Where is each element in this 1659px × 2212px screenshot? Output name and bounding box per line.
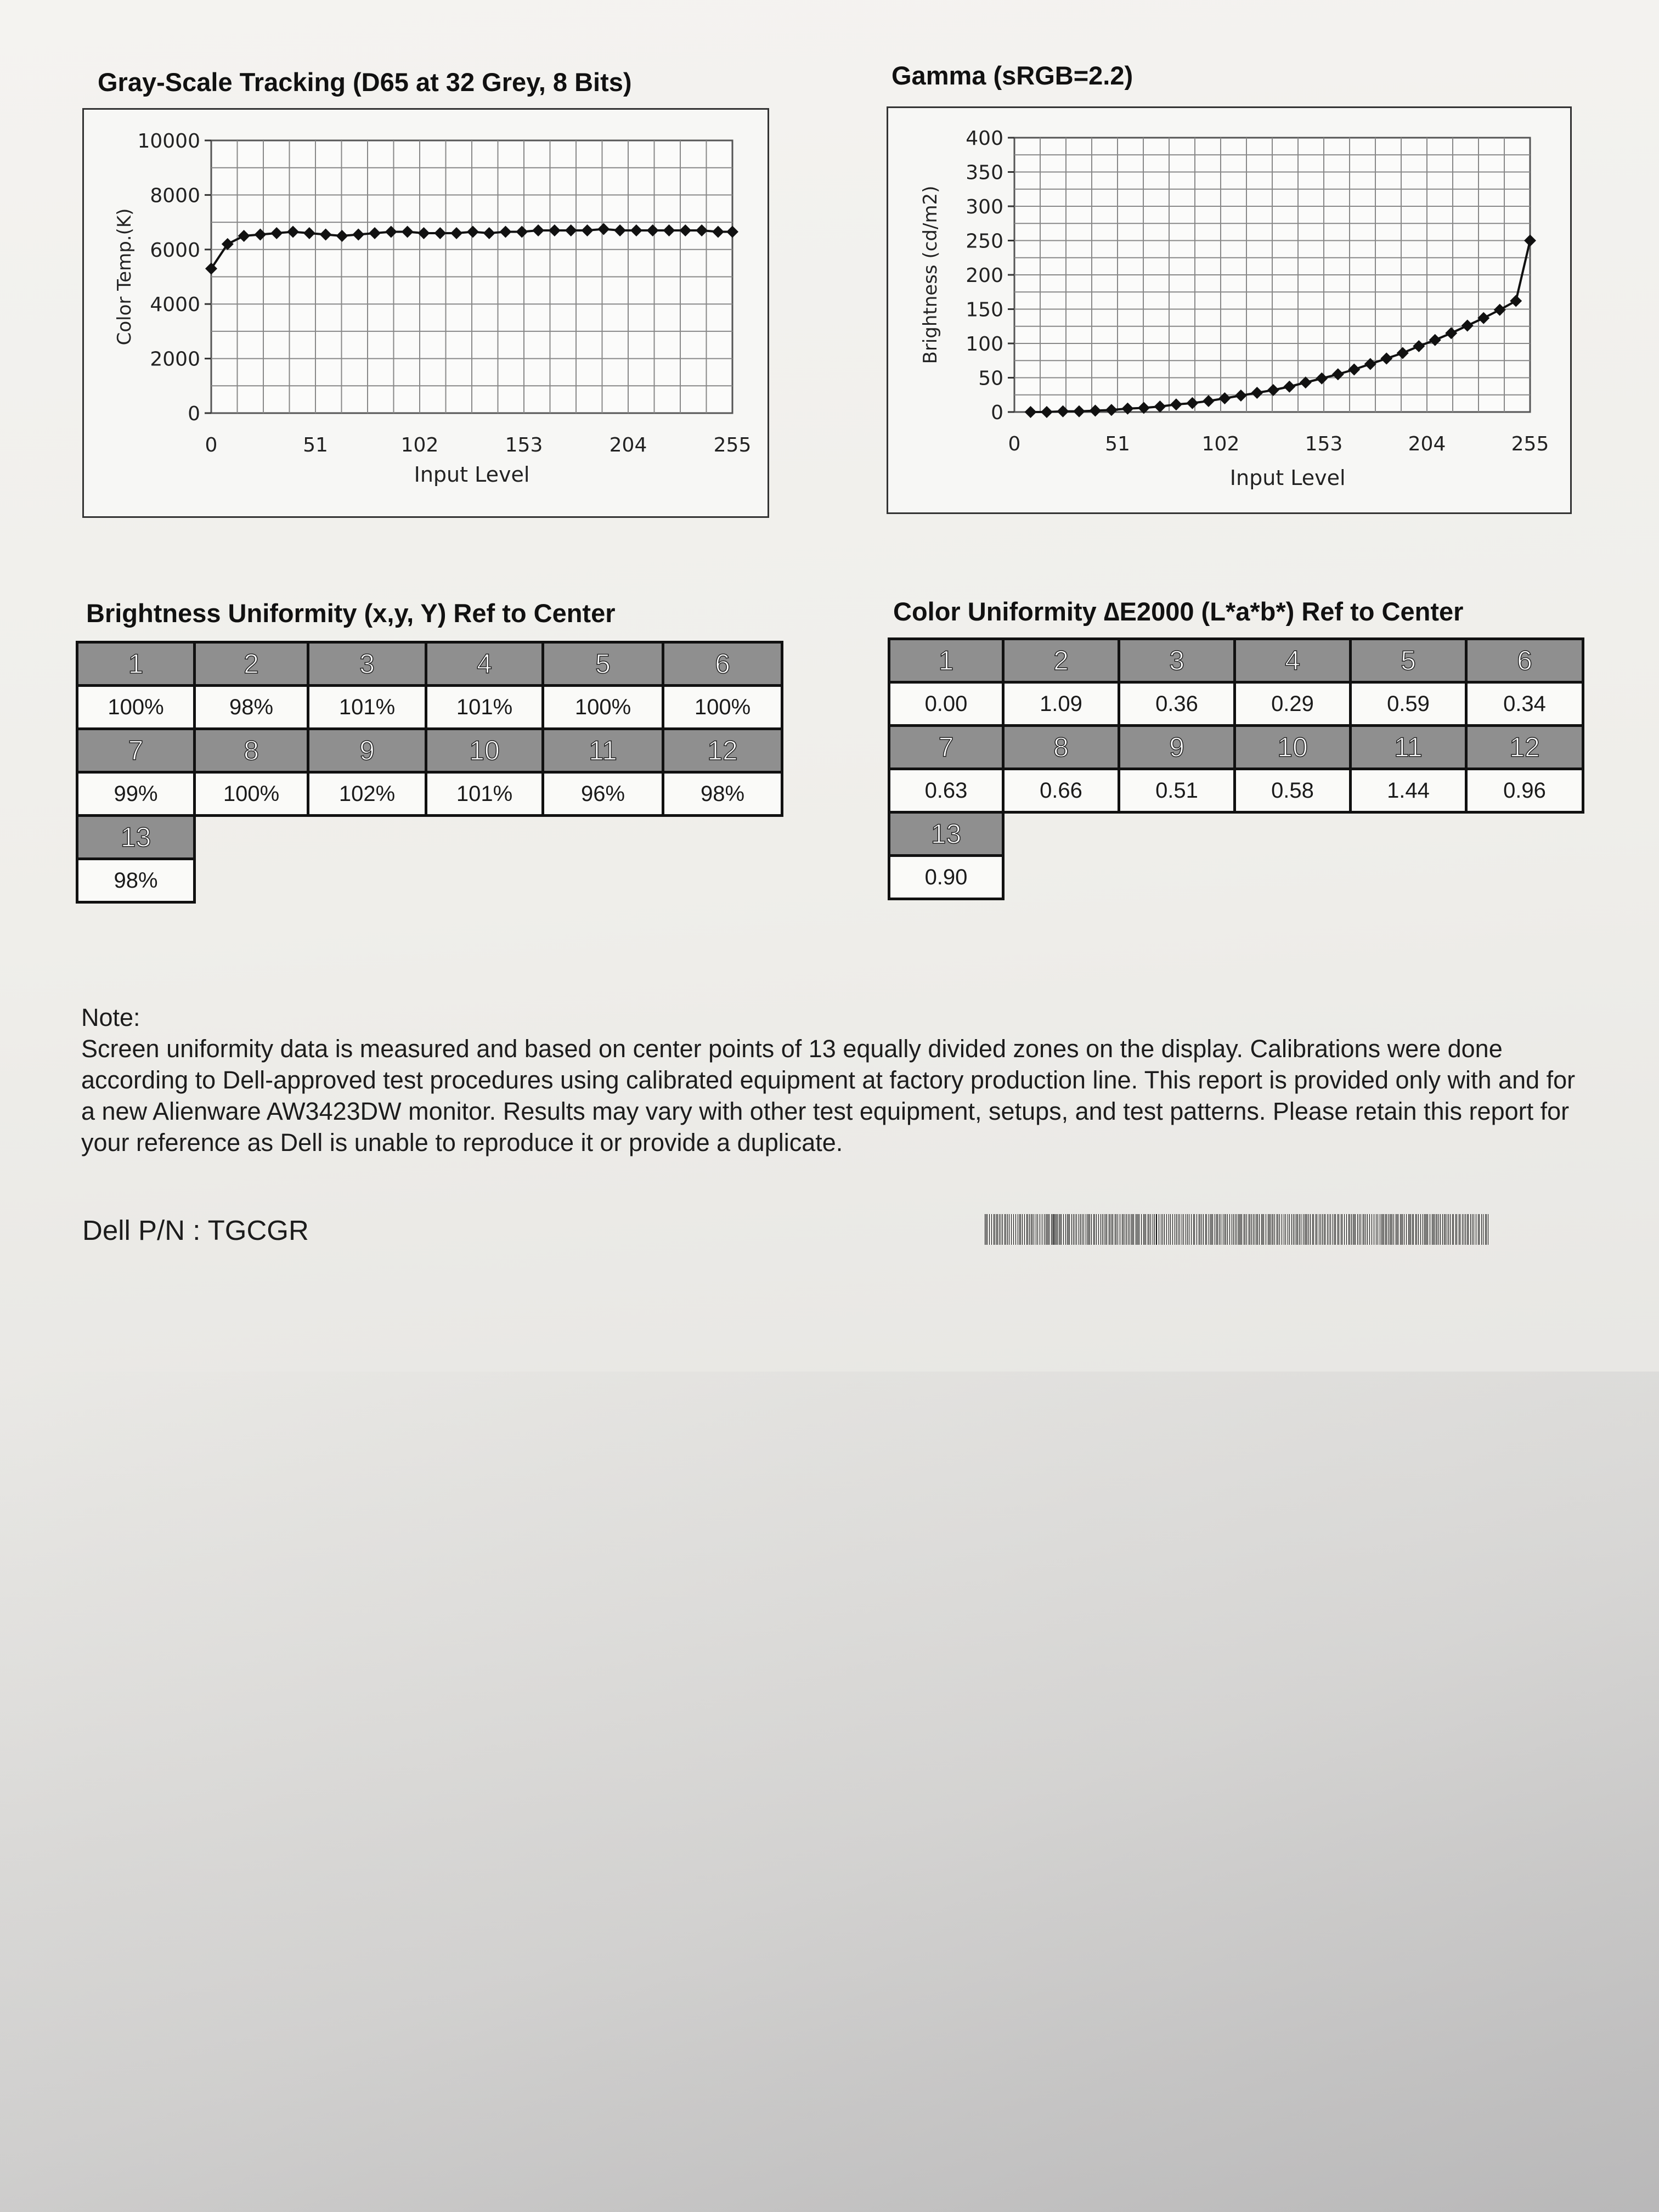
barcode-bar (1412, 1214, 1413, 1245)
barcode-bar (1020, 1214, 1021, 1245)
barcode-bar (1355, 1214, 1356, 1245)
barcode-bar (1485, 1214, 1486, 1245)
barcode-bar (1467, 1214, 1468, 1245)
barcode-bar (1191, 1214, 1192, 1245)
barcode-bar (1013, 1214, 1014, 1245)
barcode-bar (1448, 1214, 1449, 1245)
barcode-bar (1229, 1214, 1230, 1245)
barcode-bar (1425, 1214, 1426, 1245)
barcode-bar (1071, 1214, 1072, 1245)
barcode-bar (1289, 1214, 1290, 1245)
zone-label: 11 (1351, 726, 1466, 769)
barcode-bar (1291, 1214, 1292, 1245)
y-tick-label: 10000 (137, 130, 200, 153)
barcode-bar (1170, 1214, 1171, 1245)
barcode-bar (1402, 1214, 1403, 1245)
delta-e-value: 0.96 (1466, 769, 1583, 812)
barcode-bar (1388, 1214, 1389, 1245)
barcode-bar (1313, 1214, 1314, 1245)
barcode-bar (1486, 1214, 1487, 1245)
barcode-bar (1433, 1214, 1434, 1245)
barcode-bar (1019, 1214, 1020, 1245)
y-axis-title: Brightness (cd/m2) (919, 185, 941, 364)
barcode-bar (1056, 1214, 1057, 1245)
barcode-bar (1194, 1214, 1195, 1245)
barcode-bar (1334, 1214, 1335, 1245)
barcode-bar (1233, 1214, 1234, 1245)
barcode-bar (1455, 1214, 1456, 1245)
barcode-bar (1426, 1214, 1427, 1245)
barcode-icon (985, 1214, 1489, 1245)
zone-label: 7 (77, 729, 195, 772)
barcode-bar (1061, 1214, 1062, 1245)
barcode-bar (1238, 1214, 1239, 1245)
barcode-bar (1166, 1214, 1167, 1245)
barcode-bar (1465, 1214, 1466, 1245)
zone-label: 12 (663, 729, 782, 772)
barcode-bar (1296, 1214, 1297, 1245)
barcode-bar (1057, 1214, 1058, 1245)
barcode-bar (1303, 1214, 1304, 1245)
delta-e-value: 1.09 (1003, 682, 1119, 726)
barcode-bar (989, 1214, 990, 1245)
barcode-bar (1263, 1214, 1264, 1245)
barcode-bar (1087, 1214, 1088, 1245)
barcode-bar (1312, 1214, 1313, 1245)
barcode-bar (1007, 1214, 1008, 1245)
y-tick-label: 6000 (150, 239, 200, 262)
barcode-bar (1285, 1214, 1286, 1245)
y-tick-label: 4000 (150, 294, 200, 317)
delta-e-value: 1.44 (1351, 769, 1466, 812)
barcode-bar (1224, 1214, 1225, 1245)
barcode-bar (1413, 1214, 1414, 1245)
zone-label: 3 (1119, 639, 1235, 682)
brightness-value: 98% (195, 686, 308, 729)
barcode-bar (1427, 1214, 1428, 1245)
barcode-bar (1445, 1214, 1446, 1245)
barcode-bar (1481, 1214, 1482, 1245)
barcode-bar (1279, 1214, 1280, 1245)
barcode-bar (1335, 1214, 1336, 1245)
zone-label: 1 (889, 639, 1003, 682)
barcode-bar (1253, 1214, 1254, 1245)
x-tick-label: 255 (1511, 433, 1549, 455)
barcode-bar (1067, 1214, 1068, 1245)
delta-e-value: 0.59 (1351, 682, 1466, 726)
barcode-bar (1418, 1214, 1419, 1245)
barcode-bar (1256, 1214, 1257, 1245)
y-tick-label: 200 (966, 264, 1003, 287)
barcode-bar (1211, 1214, 1212, 1245)
barcode-bar (1164, 1214, 1165, 1245)
barcode-bar (1381, 1214, 1382, 1245)
barcode-bar (1259, 1214, 1260, 1245)
brightness-value: 101% (426, 686, 543, 729)
barcode-bar (1257, 1214, 1258, 1245)
barcode-bar (1401, 1214, 1402, 1245)
barcode-bar (1219, 1214, 1220, 1245)
y-tick-label: 0 (991, 402, 1003, 424)
barcode-bar (1144, 1214, 1145, 1245)
barcode-bar (1131, 1214, 1132, 1245)
barcode-bar (1210, 1214, 1211, 1245)
brightness-value: 100% (77, 686, 195, 729)
barcode-bar (1176, 1214, 1177, 1245)
zone-label: 9 (1119, 726, 1235, 769)
barcode-bar (1073, 1214, 1074, 1245)
y-tick-label: 350 (966, 161, 1003, 184)
zone-label: 6 (663, 642, 782, 686)
barcode-bar (1002, 1214, 1003, 1245)
barcode-bar (1011, 1214, 1012, 1245)
y-tick-label: 2000 (150, 348, 200, 371)
barcode-bar (1098, 1214, 1099, 1245)
barcode-bar (1022, 1214, 1023, 1245)
barcode-bar (1094, 1214, 1095, 1245)
y-tick-label: 150 (966, 298, 1003, 321)
brightness-value: 100% (195, 772, 308, 816)
barcode-bar (1029, 1214, 1030, 1245)
barcode-bar (1132, 1214, 1133, 1245)
barcode-bar (1351, 1214, 1352, 1245)
brightness-value: 101% (426, 772, 543, 816)
x-tick-label: 204 (1408, 433, 1446, 455)
barcode-bar (1143, 1214, 1144, 1245)
barcode-bar (1096, 1214, 1097, 1245)
barcode-bar (1385, 1214, 1386, 1245)
barcode-bar (1354, 1214, 1355, 1245)
delta-e-value: 0.90 (889, 856, 1003, 899)
delta-e-value: 0.58 (1235, 769, 1351, 812)
barcode-bar (1105, 1214, 1106, 1245)
barcode-bar (1227, 1214, 1228, 1245)
barcode-bar (1462, 1214, 1463, 1245)
barcode-bar (1091, 1214, 1092, 1245)
barcode-bar (1172, 1214, 1173, 1245)
barcode-bar (1183, 1214, 1184, 1245)
brightness-value: 99% (77, 772, 195, 816)
barcode-bar (1308, 1214, 1309, 1245)
color-value-row-1 (889, 682, 1583, 726)
barcode-bar (1123, 1214, 1124, 1245)
barcode-bar (1069, 1214, 1070, 1245)
barcode-bar (1327, 1214, 1328, 1245)
barcode-bar (1434, 1214, 1435, 1245)
x-tick-label: 0 (205, 434, 218, 456)
brightness-uniformity-table (76, 641, 783, 904)
x-tick-label: 204 (609, 434, 647, 456)
zone-label: 9 (308, 729, 426, 772)
x-tick-label: 0 (1008, 433, 1021, 455)
gray-scale-title: Gray-Scale Tracking (D65 at 32 Grey, 8 Bits) (98, 67, 632, 97)
zone-label: 8 (1003, 726, 1119, 769)
barcode-bar (1438, 1214, 1439, 1245)
delta-e-value: 0.66 (1003, 769, 1119, 812)
barcode-bar (1093, 1214, 1094, 1245)
delta-e-value: 0.36 (1119, 682, 1235, 726)
barcode-bar (1240, 1214, 1241, 1245)
barcode-bar (1051, 1214, 1052, 1245)
x-tick-label: 153 (505, 434, 543, 456)
zone-label: 5 (1351, 639, 1466, 682)
barcode-bar (1348, 1214, 1349, 1245)
barcode-bar (1150, 1214, 1151, 1245)
barcode-bar (1026, 1214, 1027, 1245)
barcode-bar (997, 1214, 998, 1245)
zone-label: 2 (195, 642, 308, 686)
barcode-bar (1299, 1214, 1300, 1245)
barcode-bar (1357, 1214, 1358, 1245)
barcode-bar (1415, 1214, 1416, 1245)
barcode-bar (1400, 1214, 1401, 1245)
barcode-bar (1044, 1214, 1045, 1245)
barcode-bar (1406, 1214, 1407, 1245)
color-uniformity-title: Color Uniformity ∆E2000 (L*a*b*) Ref to Center (893, 597, 1464, 626)
barcode-bar (1450, 1214, 1451, 1245)
barcode-bar (1156, 1214, 1157, 1245)
x-tick-label: 51 (1105, 433, 1130, 455)
barcode-bar (991, 1214, 992, 1245)
delta-e-value: 0.00 (889, 682, 1003, 726)
zone-label: 10 (426, 729, 543, 772)
barcode-bar (1015, 1214, 1016, 1245)
barcode-bar (1274, 1214, 1275, 1245)
zone-label: 1 (77, 642, 195, 686)
brightness-value: 96% (543, 772, 663, 816)
y-tick-label: 100 (966, 333, 1003, 356)
zone-label: 12 (1466, 726, 1583, 769)
barcode-bar (1442, 1214, 1443, 1245)
x-axis-title: Input Level (414, 462, 530, 487)
barcode-bar (1246, 1214, 1247, 1245)
barcode-bar (1424, 1214, 1425, 1245)
zone-label: 4 (1235, 639, 1351, 682)
x-tick-label: 153 (1305, 433, 1343, 455)
zone-label: 10 (1235, 726, 1351, 769)
barcode-bar (1478, 1214, 1479, 1245)
barcode-bar (1133, 1214, 1134, 1245)
brightness-value: 102% (308, 772, 426, 816)
barcode-bar (1065, 1214, 1066, 1245)
paper-shadow (0, 1372, 1659, 2212)
barcode-bar (1216, 1214, 1217, 1245)
brightness-zone-row-2 (77, 729, 782, 772)
barcode-bar (1470, 1214, 1471, 1245)
gamma-chart-frame (887, 106, 1572, 514)
x-tick-label: 255 (713, 434, 752, 456)
barcode-bar (1322, 1214, 1323, 1245)
color-value-row-2 (889, 769, 1583, 812)
barcode-bar (1076, 1214, 1077, 1245)
zone-label: 2 (1003, 639, 1119, 682)
barcode-bar (1408, 1214, 1409, 1245)
barcode-bar (1102, 1214, 1103, 1245)
barcode-bar (1055, 1214, 1056, 1245)
color-zone-row-3 (889, 812, 1583, 856)
zone-label: 3 (308, 642, 426, 686)
delta-e-value: 0.29 (1235, 682, 1351, 726)
y-tick-label: 300 (966, 196, 1003, 218)
zone-label: 13 (77, 816, 195, 859)
barcode-bar (1193, 1214, 1194, 1245)
y-tick-label: 8000 (150, 184, 200, 207)
barcode-bar (1068, 1214, 1069, 1245)
y-tick-label: 250 (966, 230, 1003, 253)
barcode-bar (1393, 1214, 1394, 1245)
color-zone-row-1 (889, 639, 1583, 682)
barcode-bar (1024, 1214, 1025, 1245)
x-axis-title: Input Level (1229, 466, 1346, 490)
zone-label: 8 (195, 729, 308, 772)
brightness-value: 98% (663, 772, 782, 816)
barcode-bar (1141, 1214, 1142, 1245)
brightness-value: 100% (543, 686, 663, 729)
barcode-bar (1297, 1214, 1298, 1245)
brightness-uniformity-title: Brightness Uniformity (x,y, Y) Ref to Center (86, 599, 616, 628)
barcode-bar (1365, 1214, 1366, 1245)
barcode-bar (1452, 1214, 1453, 1245)
barcode-bar (1037, 1214, 1038, 1245)
barcode-bar (1205, 1214, 1206, 1245)
barcode-bar (1052, 1214, 1053, 1245)
zone-label: 7 (889, 726, 1003, 769)
barcode-bar (1206, 1214, 1207, 1245)
gamma-title: Gamma (sRGB=2.2) (891, 61, 1133, 90)
y-tick-label: 400 (966, 127, 1003, 150)
barcode-bar (1468, 1214, 1469, 1245)
barcode-bar (1053, 1214, 1054, 1245)
barcode-bar (1217, 1214, 1218, 1245)
delta-e-value: 0.63 (889, 769, 1003, 812)
y-axis-title: Color Temp.(K) (114, 208, 136, 346)
zone-label: 13 (889, 812, 1003, 856)
barcode-bar (1126, 1214, 1127, 1245)
brightness-value-row-3 (77, 859, 782, 902)
barcode-bar (1344, 1214, 1345, 1245)
barcode-bar (1453, 1214, 1454, 1245)
gray-scale-chart-frame (82, 108, 769, 518)
barcode-bar (1270, 1214, 1271, 1245)
gray-scale-chart (84, 110, 768, 516)
barcode-bar (1330, 1214, 1331, 1245)
barcode-bar (1063, 1214, 1064, 1245)
barcode-bar (1293, 1214, 1294, 1245)
delta-e-value: 0.51 (1119, 769, 1235, 812)
zone-label: 5 (543, 642, 663, 686)
barcode-bar (987, 1214, 988, 1245)
brightness-value: 100% (663, 686, 782, 729)
barcode-bar (1409, 1214, 1410, 1245)
barcode-bar (1369, 1214, 1370, 1245)
brightness-value-row-2 (77, 772, 782, 816)
color-uniformity-table (888, 637, 1584, 900)
barcode-bar (1261, 1214, 1262, 1245)
brightness-zone-row-3 (77, 816, 782, 859)
barcode-bar (1239, 1214, 1240, 1245)
barcode-bar (1154, 1214, 1155, 1245)
barcode-bar (1203, 1214, 1204, 1245)
zone-label: 11 (543, 729, 663, 772)
barcode-bar (1420, 1214, 1421, 1245)
note-text: Screen uniformity data is measured and based on center points of 13 equally divided zones on the display. Calibrations were done according to Dell-approved test procedures using calibrated equipment at factory production line. This report is provided only with and for a new Alienware AW3423DW monitor. Results may vary with other test equipment, setups, and test patterns. Please retain this report for your reference as Dell is unable to reproduce it or provide a duplicate. (81, 1035, 1576, 1156)
gamma-chart (888, 108, 1570, 512)
note-label: Note: (81, 1003, 140, 1031)
zone-label: 6 (1466, 639, 1583, 682)
part-number: Dell P/N : TGCGR (82, 1215, 309, 1246)
x-tick-label: 51 (303, 434, 328, 456)
delta-e-value: 0.34 (1466, 682, 1583, 726)
brightness-value: 98% (77, 859, 195, 902)
barcode-bar (1080, 1214, 1081, 1245)
barcode-bar (1212, 1214, 1213, 1245)
barcode-bar (1262, 1214, 1263, 1245)
y-tick-label: 0 (188, 403, 200, 425)
x-tick-label: 102 (400, 434, 439, 456)
barcode-bar (1310, 1214, 1311, 1245)
barcode-bar (1479, 1214, 1480, 1245)
barcode-bar (996, 1214, 997, 1245)
barcode-bar (1410, 1214, 1411, 1245)
barcode-bar (999, 1214, 1000, 1245)
barcode-bar (1367, 1214, 1368, 1245)
color-value-row-3 (889, 856, 1583, 899)
barcode-bar (1201, 1214, 1202, 1245)
zone-label: 4 (426, 642, 543, 686)
color-zone-row-2 (889, 726, 1583, 769)
barcode-bar (1111, 1214, 1112, 1245)
brightness-zone-row-1 (77, 642, 782, 686)
barcode-bar (1346, 1214, 1347, 1245)
barcode-bar (1440, 1214, 1441, 1245)
brightness-value: 101% (308, 686, 426, 729)
barcode-bar (1088, 1214, 1089, 1245)
x-tick-label: 102 (1201, 433, 1240, 455)
barcode-bar (1187, 1214, 1188, 1245)
barcode-bar (1386, 1214, 1387, 1245)
y-tick-label: 50 (978, 367, 1003, 390)
barcode-bar (1251, 1214, 1252, 1245)
brightness-value-row-1 (77, 686, 782, 729)
note-block (81, 1002, 1584, 1158)
